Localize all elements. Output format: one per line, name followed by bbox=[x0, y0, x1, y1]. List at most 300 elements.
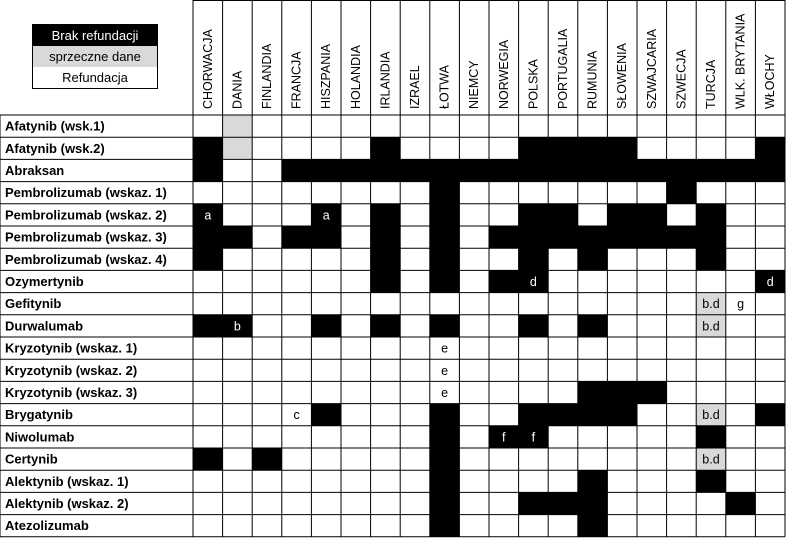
cell-refund bbox=[252, 182, 282, 204]
cell-no-refund bbox=[637, 159, 667, 181]
cell-no-refund bbox=[341, 159, 371, 181]
cell-refund bbox=[193, 492, 223, 514]
cell-no-refund bbox=[548, 492, 578, 514]
cell-refund bbox=[637, 293, 667, 315]
cell-refund bbox=[341, 381, 371, 403]
cell-no-refund bbox=[548, 404, 578, 426]
cell-refund bbox=[489, 204, 519, 226]
cell-refund bbox=[459, 248, 489, 270]
cell-refund bbox=[371, 293, 401, 315]
cell-refund bbox=[282, 315, 312, 337]
cell-refund bbox=[400, 115, 430, 137]
cell-no-refund bbox=[371, 204, 401, 226]
drug-label: Afatynib (wsk.1) bbox=[5, 118, 105, 134]
cell-refund bbox=[193, 337, 223, 359]
cell-refund bbox=[223, 270, 253, 292]
cell-refund bbox=[311, 248, 341, 270]
cell-disputed bbox=[223, 115, 253, 137]
cell-refund bbox=[489, 359, 519, 381]
cell-no-refund bbox=[548, 159, 578, 181]
drug-label: Pembrolizumab (wskaz. 2) bbox=[5, 207, 167, 223]
drug-label: Niwolumab bbox=[5, 429, 75, 445]
cell-refund bbox=[667, 293, 697, 315]
cell-refund bbox=[726, 115, 756, 137]
drug-label: Alektynib (wskaz. 2) bbox=[5, 496, 129, 511]
cell-refund bbox=[459, 182, 489, 204]
cell-no-refund bbox=[519, 226, 549, 248]
cell-refund bbox=[637, 115, 667, 137]
cell-refund bbox=[252, 204, 282, 226]
cell-refund bbox=[548, 248, 578, 270]
cell-no-refund bbox=[430, 270, 460, 292]
cell-no-refund bbox=[578, 159, 608, 181]
cell-note: c bbox=[293, 408, 300, 423]
country-header: DANIA bbox=[230, 70, 245, 109]
cell-refund bbox=[459, 404, 489, 426]
cell-refund bbox=[400, 381, 430, 403]
cell-refund bbox=[252, 404, 282, 426]
cell-refund bbox=[341, 204, 371, 226]
drug-label: Afatynib (wsk.2) bbox=[5, 140, 105, 156]
cell-note: e bbox=[441, 363, 449, 378]
cell-refund bbox=[252, 159, 282, 181]
cell-refund bbox=[371, 515, 401, 537]
country-header: SZWAJCARIA bbox=[644, 28, 659, 109]
cell-no-refund bbox=[371, 226, 401, 248]
cell-refund bbox=[311, 515, 341, 537]
cell-refund bbox=[252, 315, 282, 337]
cell-refund bbox=[548, 381, 578, 403]
cell-refund bbox=[193, 515, 223, 537]
cell-refund bbox=[696, 115, 726, 137]
country-header: FINLANDIA bbox=[260, 43, 274, 109]
cell-refund bbox=[726, 381, 756, 403]
country-header: FRANCJA bbox=[289, 51, 304, 109]
cell-refund bbox=[371, 337, 401, 359]
cell-refund bbox=[400, 315, 430, 337]
cell-refund bbox=[252, 337, 282, 359]
cell-refund bbox=[252, 515, 282, 537]
cell-refund bbox=[607, 359, 637, 381]
cell-refund bbox=[252, 470, 282, 492]
country-header: IRLANDIA bbox=[378, 51, 393, 109]
cell-no-refund bbox=[637, 226, 667, 248]
cell-note: b bbox=[233, 319, 241, 334]
cell-refund bbox=[400, 248, 430, 270]
cell-refund bbox=[223, 515, 253, 537]
cell-no-refund bbox=[578, 248, 608, 270]
cell-no-refund bbox=[193, 448, 223, 470]
cell-refund bbox=[489, 470, 519, 492]
drug-label: Ozymertynib bbox=[5, 274, 84, 289]
cell-refund bbox=[223, 492, 253, 514]
cell-refund bbox=[726, 337, 756, 359]
drug-label: Kryzotynib (wskaz. 2) bbox=[5, 362, 138, 378]
cell-refund bbox=[400, 293, 430, 315]
cell-refund bbox=[637, 426, 667, 448]
cell-refund bbox=[311, 448, 341, 470]
cell-refund bbox=[755, 226, 785, 248]
cell-refund bbox=[548, 293, 578, 315]
cell-no-refund bbox=[371, 270, 401, 292]
cell-refund bbox=[489, 381, 519, 403]
cell-refund bbox=[311, 492, 341, 514]
cell-refund bbox=[548, 337, 578, 359]
drug-label: Pembrolizumab (wskaz. 3) bbox=[5, 229, 167, 245]
cell-note: d bbox=[529, 275, 537, 289]
cell-refund bbox=[519, 448, 549, 470]
cell-refund bbox=[341, 426, 371, 448]
cell-no-refund bbox=[371, 159, 401, 181]
cell-refund bbox=[696, 515, 726, 537]
cell-refund bbox=[193, 293, 223, 315]
cell-refund bbox=[252, 226, 282, 248]
cell-refund bbox=[726, 248, 756, 270]
cell-refund bbox=[341, 182, 371, 204]
cell-no-refund bbox=[282, 159, 312, 181]
cell-no-refund bbox=[400, 159, 430, 181]
cell-refund bbox=[459, 293, 489, 315]
cell-refund bbox=[400, 470, 430, 492]
cell-no-refund bbox=[696, 226, 726, 248]
cell-refund bbox=[430, 293, 460, 315]
cell-refund bbox=[607, 337, 637, 359]
cell-refund bbox=[371, 381, 401, 403]
cell-no-refund bbox=[637, 381, 667, 403]
cell-no-refund bbox=[223, 226, 253, 248]
cell-refund bbox=[223, 182, 253, 204]
cell-refund bbox=[607, 315, 637, 337]
cell-refund bbox=[607, 270, 637, 292]
drug-label: Kryzotynib (wskaz. 3) bbox=[5, 385, 138, 400]
cell-refund bbox=[696, 337, 726, 359]
cell-refund bbox=[667, 448, 697, 470]
cell-refund bbox=[282, 492, 312, 514]
cell-refund bbox=[578, 337, 608, 359]
cell-refund bbox=[193, 359, 223, 381]
cell-no-refund bbox=[519, 137, 549, 159]
cell-refund bbox=[341, 448, 371, 470]
cell-no-refund bbox=[607, 404, 637, 426]
cell-refund bbox=[548, 182, 578, 204]
cell-refund bbox=[548, 515, 578, 537]
cell-refund bbox=[282, 448, 312, 470]
cell-refund bbox=[371, 448, 401, 470]
cell-refund bbox=[637, 182, 667, 204]
cell-refund bbox=[311, 470, 341, 492]
cell-refund bbox=[341, 137, 371, 159]
cell-refund bbox=[311, 426, 341, 448]
country-header: WLK. BRYTANIA bbox=[733, 13, 748, 109]
cell-refund bbox=[607, 293, 637, 315]
cell-refund bbox=[726, 448, 756, 470]
drug-label: Brygatynib bbox=[5, 407, 73, 423]
cell-refund bbox=[755, 248, 785, 270]
cell-no-refund bbox=[430, 470, 460, 492]
cell-refund bbox=[193, 182, 223, 204]
cell-refund bbox=[459, 381, 489, 403]
cell-refund bbox=[252, 359, 282, 381]
cell-refund bbox=[311, 182, 341, 204]
cell-refund bbox=[489, 137, 519, 159]
cell-no-refund bbox=[430, 159, 460, 181]
cell-refund bbox=[637, 404, 667, 426]
cell-no-refund bbox=[726, 159, 756, 181]
cell-refund bbox=[252, 492, 282, 514]
cell-refund bbox=[311, 270, 341, 292]
cell-no-refund bbox=[193, 226, 223, 248]
cell-no-refund bbox=[430, 182, 460, 204]
cell-refund bbox=[459, 515, 489, 537]
cell-refund bbox=[578, 359, 608, 381]
cell-refund bbox=[607, 115, 637, 137]
cell-refund bbox=[489, 293, 519, 315]
cell-no-refund bbox=[193, 159, 223, 181]
cell-refund bbox=[341, 337, 371, 359]
cell-refund bbox=[193, 470, 223, 492]
cell-disputed bbox=[223, 137, 253, 159]
cell-refund bbox=[459, 359, 489, 381]
cell-refund bbox=[489, 448, 519, 470]
cell-refund bbox=[548, 426, 578, 448]
cell-refund bbox=[341, 515, 371, 537]
cell-refund bbox=[667, 337, 697, 359]
cell-refund bbox=[311, 137, 341, 159]
cell-refund bbox=[252, 426, 282, 448]
cell-refund bbox=[637, 337, 667, 359]
cell-refund bbox=[755, 293, 785, 315]
cell-refund bbox=[311, 337, 341, 359]
cell-refund bbox=[400, 270, 430, 292]
cell-refund bbox=[607, 248, 637, 270]
legend-disputed: sprzeczne dane bbox=[32, 46, 158, 68]
cell-refund bbox=[755, 315, 785, 337]
country-header: PORTUGALIA bbox=[556, 28, 570, 109]
cell-no-refund bbox=[430, 248, 460, 270]
cell-refund bbox=[578, 293, 608, 315]
country-header: POLSKA bbox=[526, 58, 541, 109]
country-header: SŁOWENIA bbox=[615, 43, 630, 109]
cell-refund bbox=[252, 248, 282, 270]
cell-refund bbox=[637, 248, 667, 270]
cell-no-refund bbox=[430, 448, 460, 470]
cell-refund bbox=[341, 470, 371, 492]
cell-refund bbox=[607, 470, 637, 492]
cell-refund bbox=[371, 404, 401, 426]
cell-refund bbox=[341, 270, 371, 292]
cell-no-refund bbox=[696, 470, 726, 492]
drug-label: Certynib bbox=[5, 451, 58, 467]
cell-no-refund bbox=[519, 204, 549, 226]
cell-refund bbox=[548, 315, 578, 337]
cell-no-refund bbox=[430, 492, 460, 514]
country-header: RUMUNIA bbox=[585, 50, 600, 109]
cell-no-refund bbox=[430, 515, 460, 537]
country-header: WŁOCHY bbox=[763, 54, 778, 109]
cell-no-refund bbox=[607, 159, 637, 181]
cell-refund bbox=[755, 470, 785, 492]
cell-refund bbox=[252, 270, 282, 292]
cell-refund bbox=[637, 448, 667, 470]
cell-refund bbox=[548, 470, 578, 492]
cell-refund bbox=[607, 426, 637, 448]
cell-refund bbox=[371, 182, 401, 204]
cell-refund bbox=[578, 426, 608, 448]
cell-note: g bbox=[737, 297, 745, 312]
cell-refund bbox=[667, 426, 697, 448]
cell-refund bbox=[489, 115, 519, 137]
cell-refund bbox=[459, 226, 489, 248]
cell-refund bbox=[400, 426, 430, 448]
cell-refund bbox=[400, 226, 430, 248]
cell-note: e bbox=[441, 341, 449, 356]
cell-refund bbox=[341, 404, 371, 426]
cell-refund bbox=[755, 359, 785, 381]
cell-refund bbox=[726, 137, 756, 159]
cell-no-refund bbox=[578, 315, 608, 337]
cell-no-refund bbox=[459, 159, 489, 181]
cell-no-refund bbox=[696, 204, 726, 226]
cell-refund bbox=[341, 226, 371, 248]
cell-refund bbox=[667, 204, 697, 226]
cell-refund bbox=[667, 515, 697, 537]
cell-no-refund bbox=[519, 248, 549, 270]
cell-no-refund bbox=[637, 204, 667, 226]
cell-refund bbox=[459, 204, 489, 226]
cell-refund bbox=[726, 270, 756, 292]
cell-refund bbox=[637, 492, 667, 514]
cell-no-refund bbox=[489, 270, 519, 292]
cell-no-refund bbox=[519, 315, 549, 337]
cell-refund bbox=[459, 492, 489, 514]
cell-refund bbox=[252, 381, 282, 403]
cell-refund bbox=[726, 359, 756, 381]
cell-refund bbox=[548, 270, 578, 292]
drug-label: Pembrolizumab (wskaz. 1) bbox=[5, 185, 167, 201]
cell-refund bbox=[193, 381, 223, 403]
cell-note: a bbox=[322, 208, 330, 223]
cell-refund bbox=[282, 470, 312, 492]
cell-no-refund bbox=[252, 448, 282, 470]
cell-no-refund bbox=[430, 404, 460, 426]
cell-no-refund bbox=[696, 159, 726, 181]
cell-refund bbox=[578, 204, 608, 226]
cell-refund bbox=[341, 492, 371, 514]
cell-refund bbox=[607, 515, 637, 537]
cell-no-refund bbox=[578, 404, 608, 426]
cell-no-refund bbox=[696, 248, 726, 270]
cell-no-refund bbox=[578, 470, 608, 492]
cell-refund bbox=[459, 315, 489, 337]
cell-no-refund bbox=[193, 137, 223, 159]
cell-refund bbox=[726, 404, 756, 426]
cell-refund bbox=[667, 315, 697, 337]
cell-no-refund bbox=[371, 315, 401, 337]
cell-refund bbox=[548, 359, 578, 381]
cell-refund bbox=[696, 270, 726, 292]
cell-refund bbox=[667, 115, 697, 137]
cell-refund bbox=[223, 426, 253, 448]
cell-refund bbox=[400, 492, 430, 514]
cell-refund bbox=[400, 448, 430, 470]
country-header: HISZPANIA bbox=[319, 43, 334, 109]
drug-label: Durwalumab bbox=[5, 318, 84, 334]
cell-refund bbox=[371, 115, 401, 137]
cell-no-refund bbox=[578, 515, 608, 537]
cell-refund bbox=[696, 359, 726, 381]
drug-label: Pembrolizumab (wskaz. 4) bbox=[5, 251, 167, 267]
cell-refund bbox=[726, 515, 756, 537]
cell-no-refund bbox=[519, 404, 549, 426]
drug-label: Kryzotynib (wskaz. 1) bbox=[5, 340, 138, 356]
drug-label: Atezolizumab bbox=[5, 518, 89, 534]
cell-note: b.d bbox=[702, 297, 720, 312]
cell-note: b.d bbox=[702, 408, 720, 423]
cell-refund bbox=[667, 470, 697, 492]
cell-refund bbox=[696, 381, 726, 403]
cell-refund bbox=[607, 182, 637, 204]
cell-refund bbox=[519, 359, 549, 381]
cell-refund bbox=[223, 359, 253, 381]
cell-refund bbox=[726, 204, 756, 226]
cell-refund bbox=[667, 381, 697, 403]
cell-no-refund bbox=[193, 248, 223, 270]
cell-no-refund bbox=[607, 381, 637, 403]
cell-refund bbox=[667, 492, 697, 514]
cell-no-refund bbox=[548, 137, 578, 159]
cell-refund bbox=[548, 448, 578, 470]
cell-refund bbox=[311, 293, 341, 315]
cell-no-refund bbox=[755, 159, 785, 181]
country-header: NIEMCY bbox=[467, 60, 482, 109]
cell-note: d bbox=[766, 275, 774, 289]
cell-refund bbox=[755, 381, 785, 403]
cell-refund bbox=[252, 115, 282, 137]
cell-refund bbox=[489, 404, 519, 426]
cell-refund bbox=[311, 115, 341, 137]
cell-refund bbox=[252, 293, 282, 315]
cell-refund bbox=[311, 381, 341, 403]
cell-refund bbox=[607, 448, 637, 470]
cell-no-refund bbox=[667, 159, 697, 181]
cell-note: a bbox=[204, 208, 212, 223]
cell-refund bbox=[637, 315, 667, 337]
cell-refund bbox=[755, 115, 785, 137]
cell-refund bbox=[489, 248, 519, 270]
cell-refund bbox=[519, 470, 549, 492]
cell-no-refund bbox=[193, 315, 223, 337]
cell-no-refund bbox=[430, 226, 460, 248]
cell-refund bbox=[667, 137, 697, 159]
cell-refund bbox=[696, 492, 726, 514]
cell-refund bbox=[282, 381, 312, 403]
cell-refund bbox=[459, 448, 489, 470]
cell-refund bbox=[282, 137, 312, 159]
cell-refund bbox=[489, 515, 519, 537]
cell-refund bbox=[400, 204, 430, 226]
cell-note: f bbox=[531, 430, 536, 445]
cell-refund bbox=[607, 492, 637, 514]
cell-refund bbox=[755, 492, 785, 514]
country-header: ŁOTWA bbox=[437, 65, 452, 109]
cell-refund bbox=[252, 137, 282, 159]
cell-no-refund bbox=[696, 426, 726, 448]
cell-no-refund bbox=[311, 315, 341, 337]
cell-refund bbox=[223, 159, 253, 181]
cell-refund bbox=[519, 381, 549, 403]
cell-no-refund bbox=[371, 137, 401, 159]
country-header: CHORWACJA bbox=[200, 29, 215, 109]
